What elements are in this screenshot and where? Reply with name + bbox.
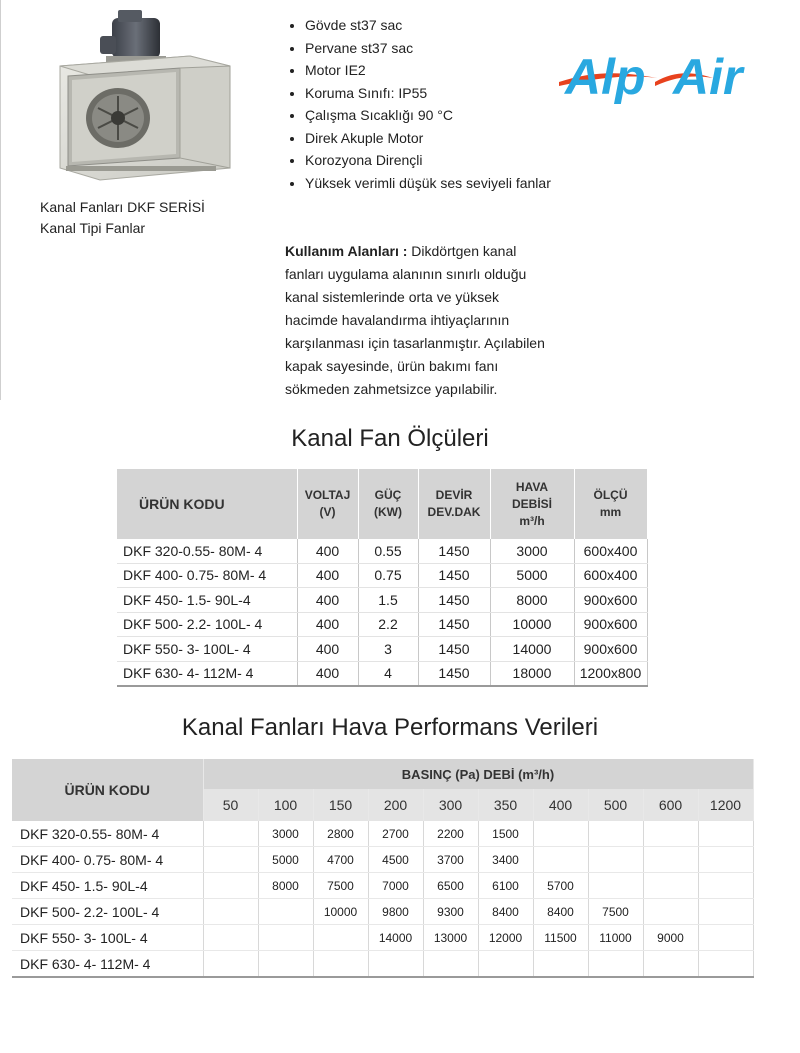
- cell-airflow: 13000: [423, 925, 478, 951]
- cell-airflow: [313, 925, 368, 951]
- feature-item: • Pervane st37 sac: [305, 37, 551, 60]
- cell-voltage: 400: [297, 637, 358, 662]
- pressure-header: 1200: [698, 789, 753, 821]
- cell-rpm: 1450: [418, 563, 490, 588]
- cell-airflow: 9000: [643, 925, 698, 951]
- table-row: [117, 612, 647, 637]
- cell-size: 600x400: [574, 563, 647, 588]
- table-row: [117, 661, 647, 686]
- cell-airflow: [588, 873, 643, 899]
- cell-size: 900x600: [574, 612, 647, 637]
- pressure-header: 400: [533, 789, 588, 821]
- header-airflow: HAVA DEBİSİ m³/h: [490, 469, 574, 539]
- cell-airflow: [588, 821, 643, 847]
- table-row: [12, 821, 753, 847]
- feature-item: • Motor IE2: [305, 59, 551, 82]
- cell-code: DKF 400- 0.75- 80M- 4: [12, 847, 203, 873]
- cell-airflow: 1500: [478, 821, 533, 847]
- cell-power: 0.55: [358, 539, 418, 563]
- cell-voltage: 400: [297, 539, 358, 563]
- cell-airflow: 7500: [313, 873, 368, 899]
- cell-airflow: [698, 951, 753, 978]
- cell-airflow: [698, 925, 753, 951]
- usage-line: sökmeden zahmetsizce yapılabilir.: [285, 381, 498, 397]
- cell-size: 1200x800: [574, 661, 647, 686]
- cell-code: DKF 550- 3- 100L- 4: [12, 925, 203, 951]
- usage-line: fanları uygulama alanının sınırlı olduğu: [285, 266, 527, 282]
- cell-airflow: [258, 951, 313, 978]
- table-row: [12, 925, 753, 951]
- cell-airflow: [643, 821, 698, 847]
- cell-airflow: [643, 873, 698, 899]
- cell-code: DKF 320-0.55- 80M- 4: [117, 539, 297, 563]
- cell-rpm: 1450: [418, 588, 490, 613]
- cell-airflow: 5700: [533, 873, 588, 899]
- usage-line: kanal sistemlerinde orta ve yüksek: [285, 289, 499, 305]
- logo-text-right: Air: [673, 49, 743, 104]
- cell-airflow: 8000: [490, 588, 574, 613]
- cell-airflow: 10000: [313, 899, 368, 925]
- cell-airflow: 3700: [423, 847, 478, 873]
- cell-code: DKF 630- 4- 112M- 4: [117, 661, 297, 686]
- cell-power: 4: [358, 661, 418, 686]
- cell-airflow: [643, 951, 698, 978]
- cell-code: DKF 400- 0.75- 80M- 4: [117, 563, 297, 588]
- cell-airflow: [533, 847, 588, 873]
- cell-code: DKF 320-0.55- 80M- 4: [12, 821, 203, 847]
- cell-airflow: 11500: [533, 925, 588, 951]
- usage-line: kapak sayesinde, ürün bakımı fanı: [285, 358, 499, 374]
- cell-airflow: [203, 951, 258, 978]
- feature-item: • Yüksek verimli düşük ses seviyeli fanlar: [305, 172, 551, 195]
- performance-title: Kanal Fanları Hava Performans Verileri: [181, 714, 599, 741]
- header-voltage: VOLTAJ (V): [297, 469, 358, 539]
- logo-text-left: Alp: [565, 49, 646, 104]
- feature-list: [285, 14, 551, 194]
- table-row: [117, 588, 647, 613]
- cell-airflow: [533, 951, 588, 978]
- table-row: [117, 539, 647, 563]
- cell-code: DKF 500- 2.2- 100L- 4: [117, 612, 297, 637]
- pressure-header: 500: [588, 789, 643, 821]
- cell-power: 0.75: [358, 563, 418, 588]
- cell-airflow: [698, 873, 753, 899]
- feature-item: • Korozyona Dirençli: [305, 149, 551, 172]
- cell-code: DKF 630- 4- 112M- 4: [12, 951, 203, 978]
- feature-item: • Koruma Sınıfı: IP55: [305, 82, 551, 105]
- cell-airflow: [643, 899, 698, 925]
- cell-airflow: 3000: [258, 821, 313, 847]
- table-row: [117, 637, 647, 662]
- cell-code: DKF 450- 1.5- 90L-4: [12, 873, 203, 899]
- cell-airflow: 7500: [588, 899, 643, 925]
- cell-airflow: 7000: [368, 873, 423, 899]
- cell-airflow: [203, 925, 258, 951]
- cell-airflow: [203, 899, 258, 925]
- cell-size: 900x600: [574, 637, 647, 662]
- cell-code: DKF 450- 1.5- 90L-4: [117, 588, 297, 613]
- cell-voltage: 400: [297, 563, 358, 588]
- cell-airflow: 6100: [478, 873, 533, 899]
- table-row: [117, 563, 647, 588]
- dimensions-title: Kanal Fan Ölçüleri: [291, 425, 489, 452]
- product-caption-line1: Kanal Fanları DKF SERİSİ: [40, 199, 205, 215]
- cell-power: 3: [358, 637, 418, 662]
- pressure-header: 600: [643, 789, 698, 821]
- product-caption-line2: Kanal Tipi Fanlar: [40, 220, 146, 236]
- cell-airflow: 14000: [490, 637, 574, 662]
- cell-airflow: 18000: [490, 661, 574, 686]
- usage-description: [285, 240, 585, 401]
- cell-airflow: 3000: [490, 539, 574, 563]
- cell-airflow: [643, 847, 698, 873]
- cell-rpm: 1450: [418, 539, 490, 563]
- header-product-code: ÜRÜN KODU: [117, 469, 297, 539]
- cell-airflow: 2200: [423, 821, 478, 847]
- pressure-header: 350: [478, 789, 533, 821]
- cell-airflow: [423, 951, 478, 978]
- cell-airflow: [258, 899, 313, 925]
- cell-airflow: 8400: [533, 899, 588, 925]
- product-photo: [40, 8, 245, 188]
- cell-code: DKF 500- 2.2- 100L- 4: [12, 899, 203, 925]
- cell-airflow: [478, 951, 533, 978]
- cell-airflow: [258, 925, 313, 951]
- perf-header-group: BASINÇ (Pa) DEBİ (m³/h): [203, 759, 753, 789]
- cell-airflow: 5000: [258, 847, 313, 873]
- perf-header-product-code: ÜRÜN KODU: [12, 759, 203, 821]
- cell-airflow: [698, 821, 753, 847]
- alpair-logo: [555, 42, 775, 104]
- cell-airflow: [203, 847, 258, 873]
- left-border-line: [0, 0, 1, 400]
- cell-airflow: 11000: [588, 925, 643, 951]
- cell-rpm: 1450: [418, 661, 490, 686]
- usage-label: Kullanım Alanları :: [285, 243, 408, 259]
- cell-size: 600x400: [574, 539, 647, 563]
- pressure-header: 50: [203, 789, 258, 821]
- header-size: ÖLÇÜ mm: [574, 469, 647, 539]
- cell-airflow: [533, 821, 588, 847]
- performance-table: [12, 759, 754, 978]
- table-row: [12, 899, 753, 925]
- header-rpm: DEVİR DEV.DAK: [418, 469, 490, 539]
- dimensions-table: [117, 469, 648, 687]
- cell-airflow: [313, 951, 368, 978]
- cell-airflow: 4700: [313, 847, 368, 873]
- feature-item: • Çalışma Sıcaklığı 90 °C: [305, 104, 551, 127]
- cell-airflow: 12000: [478, 925, 533, 951]
- cell-airflow: [698, 847, 753, 873]
- cell-rpm: 1450: [418, 637, 490, 662]
- table-row: [12, 951, 753, 978]
- cell-airflow: 6500: [423, 873, 478, 899]
- feature-item: • Gövde st37 sac: [305, 14, 551, 37]
- cell-size: 900x600: [574, 588, 647, 613]
- cell-power: 1.5: [358, 588, 418, 613]
- table-row: [12, 873, 753, 899]
- table-row: [12, 847, 753, 873]
- cell-airflow: 8400: [478, 899, 533, 925]
- cell-airflow: 4500: [368, 847, 423, 873]
- cell-code: DKF 550- 3- 100L- 4: [117, 637, 297, 662]
- cell-power: 2.2: [358, 612, 418, 637]
- usage-line: karşılanması için tasarlanmıştır. Açılabilen: [285, 335, 545, 351]
- cell-rpm: 1450: [418, 612, 490, 637]
- usage-line: hacimde havalandırma ihtiyaçlarının: [285, 312, 510, 328]
- cell-airflow: 9300: [423, 899, 478, 925]
- cell-voltage: 400: [297, 612, 358, 637]
- cell-airflow: [368, 951, 423, 978]
- cell-airflow: 2800: [313, 821, 368, 847]
- cell-airflow: 9800: [368, 899, 423, 925]
- pressure-header: 150: [313, 789, 368, 821]
- cell-airflow: 14000: [368, 925, 423, 951]
- pressure-header: 100: [258, 789, 313, 821]
- cell-airflow: [203, 821, 258, 847]
- cell-airflow: 3400: [478, 847, 533, 873]
- cell-airflow: 5000: [490, 563, 574, 588]
- cell-airflow: 8000: [258, 873, 313, 899]
- cell-airflow: [203, 873, 258, 899]
- cell-airflow: [588, 951, 643, 978]
- cell-airflow: [698, 899, 753, 925]
- feature-item: • Direk Akuple Motor: [305, 127, 551, 150]
- usage-line: Dikdörtgen kanal: [407, 243, 517, 259]
- cell-airflow: 10000: [490, 612, 574, 637]
- cell-airflow: 2700: [368, 821, 423, 847]
- cell-voltage: 400: [297, 661, 358, 686]
- header-power: GÜÇ (KW): [358, 469, 418, 539]
- pressure-header: 200: [368, 789, 423, 821]
- pressure-header: 300: [423, 789, 478, 821]
- cell-airflow: [588, 847, 643, 873]
- cell-voltage: 400: [297, 588, 358, 613]
